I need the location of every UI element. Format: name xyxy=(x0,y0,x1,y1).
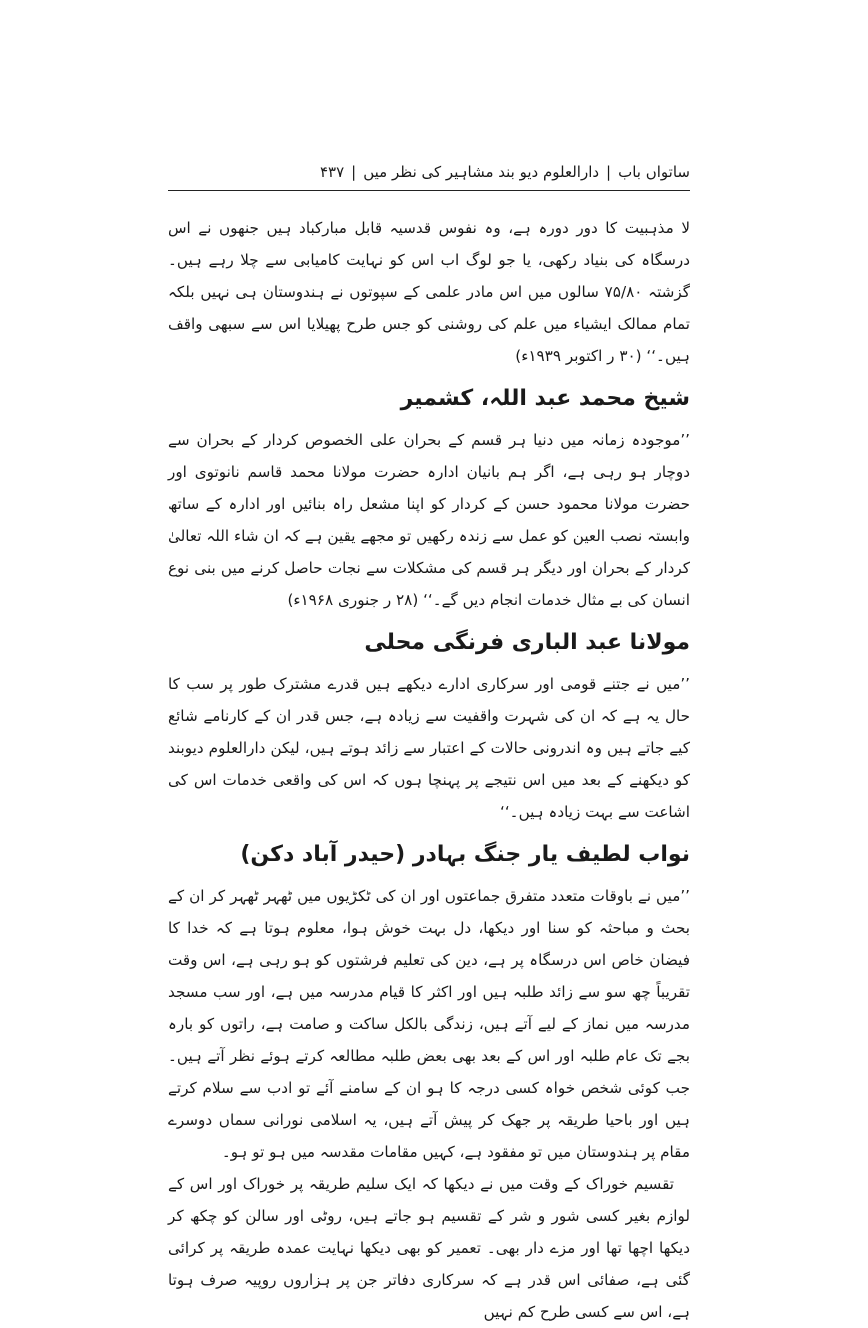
quote-paragraph: ’’میں نے باوقات متعدد متفرق جماعتوں اور ان کی ٹکڑیوں میں ٹھہر ٹھہر کر ان کے بحث و مباحثہ کو سنا اور دیکھا، دل بہت خوش ہوا، معلوم ہوتا ہے کہ خدا کا فیضان خاص اس درسگاہ پر ہے، دین کی تعلیم فرشتوں کو ہو رہی ہے، اس وقت تقریباً چھ سو سے زائد طلبہ ہیں اور اکثر کا قیام مدرسہ میں ہے، اور سب مسجد مدرسہ میں نماز کے لیے آتے ہیں، زندگی بالکل ساکت و صامت ہے، راتوں کو بارہ بجے تک عام طلبہ اور اس کے بعد بھی بعض طلبہ مطالعہ کرتے ہوئے نظر آتے ہیں۔ جب کوئی شخص خواہ کسی درجہ کا ہو ان کے سامنے آئے تو ادب سے سلام کرتے ہیں اور باحیا طریقہ پر جھک کر پیش آتے ہیں، یہ اسلامی نورانی سماں دوسرے مقام پر ہندوستان میں تو مفقود ہے، کہیں مقامات مقدسہ میں ہو تو ہو۔ xyxy=(168,887,690,1161)
quote-paragraph: ’’میں نے جتنے قومی اور سرکاری ادارے دیکھے ہیں قدرے مشترک طور پر سب کا حال یہ ہے کہ ان کی شہرت واقفیت سے زیادہ ہے، جس قدر ان کے کارنامے شائع کیے جاتے ہیں وہ اندرونی حالات کے اعتبار سے زائد ہوتے ہیں، لیکن دارالعلوم دیوبند کو دیکھنے کے بعد میں اس نتیجے پر پہنچا ہوں کہ اس کی واقعی خدمات اس کی اشاعت سے بہت زیادہ ہیں۔‘‘ xyxy=(168,675,690,821)
page-body xyxy=(168,212,690,1328)
quote-paragraph: ’’موجودہ زمانہ میں دنیا ہر قسم کے بحران علی الخصوص کردار کے بحران سے دوچار ہو رہی ہے، اگر ہم بانیان ادارہ حضرت مولانا محمد قاسم نانوتوی اور حضرت مولانا محمود حسن کے کردار کو اپنا مشعل راہ بنائیں اور ادارہ کے ساتھ وابستہ نصب العین کو عمل سے زندہ رکھیں تو مجھے یقین ہے کہ ان شاء اللہ تعالیٰ کردار کے بحران اور دیگر ہر قسم کی مشکلات سے نجات حاصل کرنے میں بنی نوع انسان کی بے مثال خدمات انجام دیں گے۔‘‘ (۲۸ ر جنوری ۱۹۶۸ء) xyxy=(168,431,690,609)
section-heading: شیخ محمد عبد اللہ، کشمیر xyxy=(400,386,690,411)
book-title: دارالعلوم دیو بند مشاہیر کی نظر میں xyxy=(363,163,600,181)
header-separator: | xyxy=(351,163,357,181)
section-heading: مولانا عبد الباری فرنگی محلی xyxy=(364,630,690,655)
opening-paragraph: لا مذہبیت کا دور دورہ ہے، وہ نفوس قدسیہ قابل مبارکباد ہیں جنھوں نے اس درسگاہ کی بنیاد رکھی، یا جو لوگ اب اس کو نہایت کامیابی سے چلا رہے ہیں۔ گزشتہ ۷۵/۸۰ سالوں میں اس مادر علمی کے سپوتوں نے ہندوستان ہی نہیں بلکہ تمام ممالک ایشیاء میں علم کی روشنی کو جس طرح پھیلایا اس سے سبھی واقف ہیں۔‘‘ (۳۰ ر اکتوبر ۱۹۳۹ء) xyxy=(168,219,690,365)
header-separator: | xyxy=(606,163,612,181)
running-header xyxy=(168,158,690,186)
section-heading: نواب لطیف یار جنگ بہادر (حیدر آباد دکن) xyxy=(240,842,690,867)
header-rule xyxy=(168,190,690,191)
chapter-label: ساتواں باب xyxy=(618,163,690,181)
continuation-paragraph: تقسیم خوراک کے وقت میں نے دیکھا کہ ایک سلیم طریقہ پر خوراک اور اس کے لوازم بغیر کسی شور و شر کے تقسیم ہو جاتے ہیں، روٹی اور سالن کو چکھ کر دیکھا اچھا تھا اور مزے دار بھی۔ تعمیر کو بھی دیکھا نہایت عمدہ طریقہ پر کرائی گئی ہے، صفائی اس قدر ہے کہ سرکاری دفاتر جن پر ہزاروں روپیہ صرف ہوتا ہے، اس سے کسی طرح کم نہیں xyxy=(168,1175,690,1321)
page-number: ۴۳۷ xyxy=(320,163,345,181)
